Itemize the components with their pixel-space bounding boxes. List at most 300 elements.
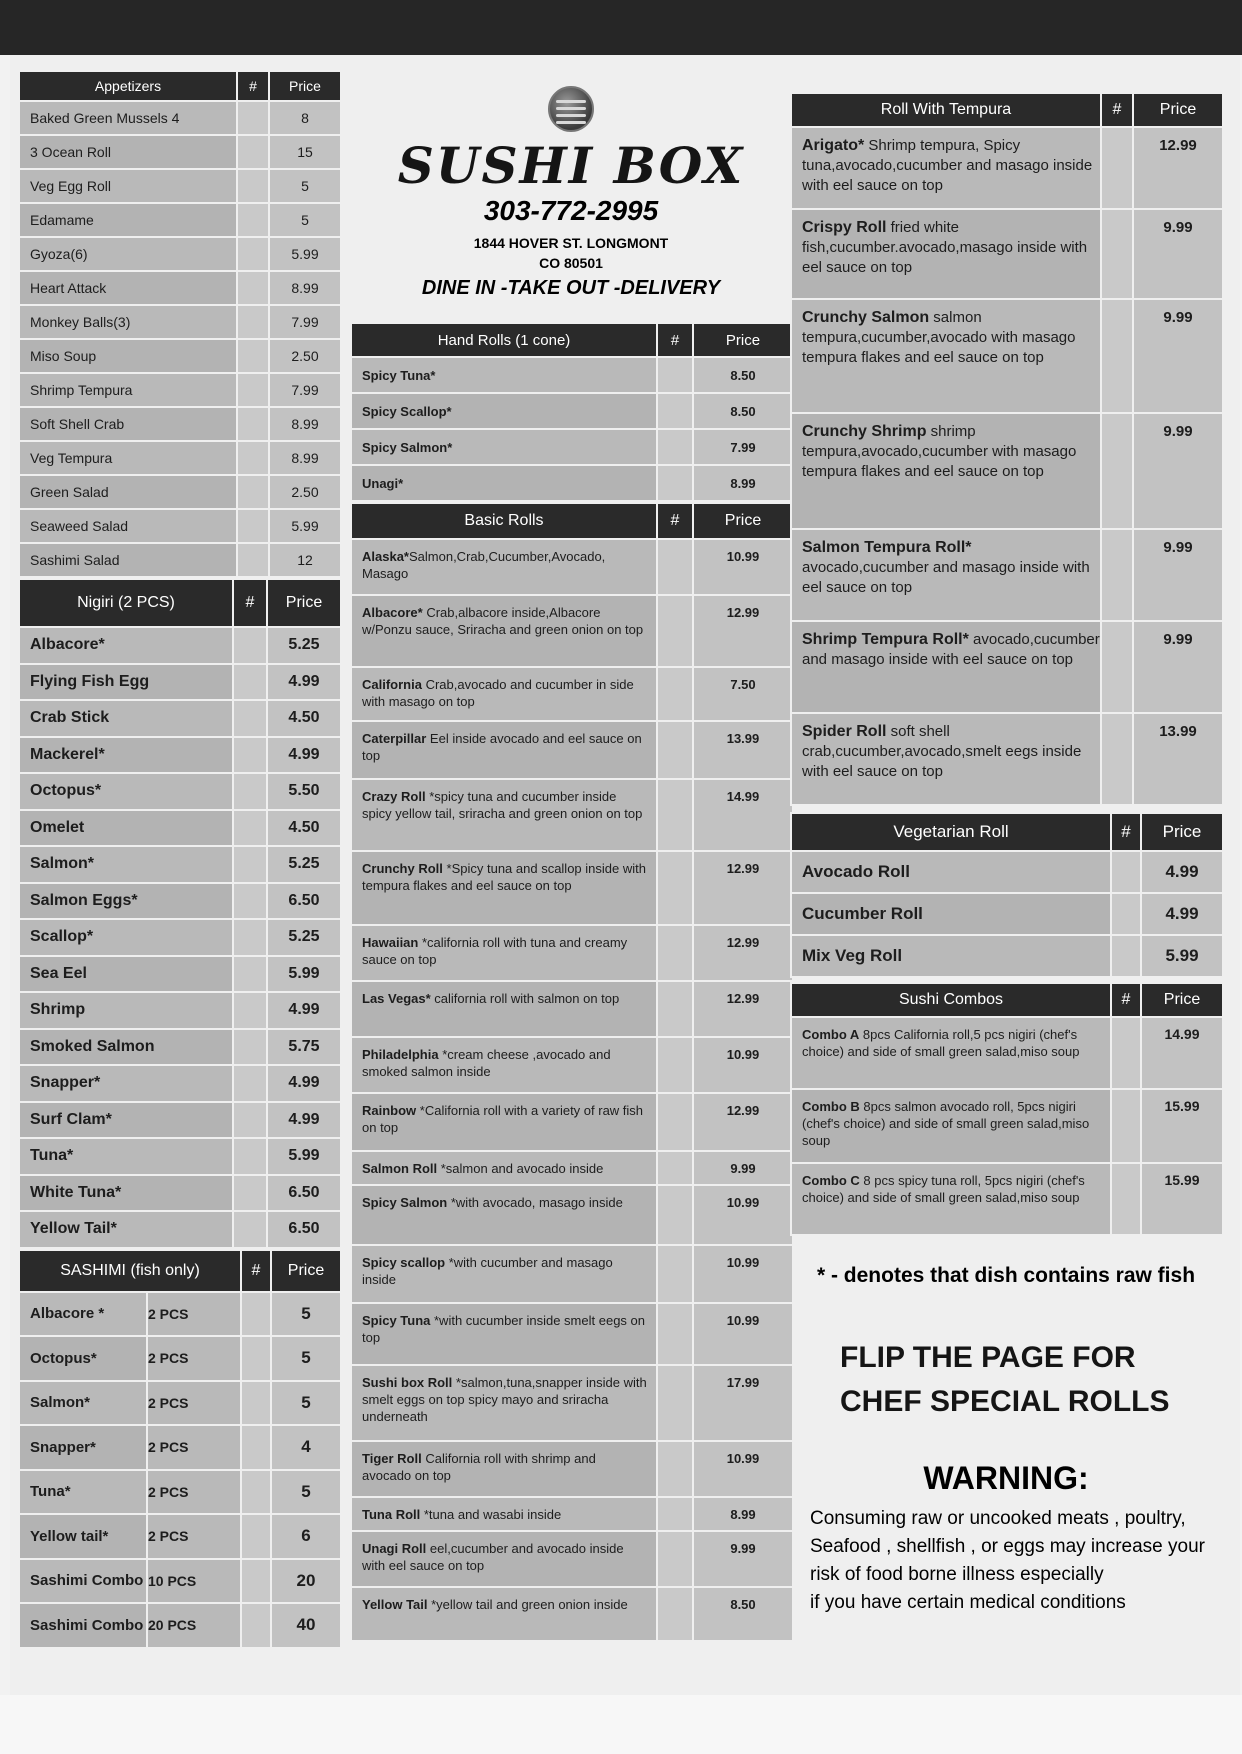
basic-roll-item-price: 10.99 bbox=[693, 1037, 793, 1093]
sashimi-row bbox=[19, 1514, 341, 1559]
basic-roll-item-description: *California roll with a variety of raw fish on top bbox=[362, 1103, 644, 1135]
tempura-roll-item-price: 12.99 bbox=[1133, 127, 1223, 209]
basic-roll-item-name: Sushi box Roll bbox=[362, 1375, 453, 1390]
combo-item bbox=[791, 1089, 1111, 1163]
veg-roll-row bbox=[791, 893, 1223, 935]
basic-roll-item-description: *cream cheese ,avocado and smoked salmon inside bbox=[362, 1047, 611, 1079]
veg-roll-item-number bbox=[1111, 935, 1141, 977]
basic-roll-item-price: 12.99 bbox=[693, 851, 793, 925]
sashimi-row bbox=[19, 1559, 341, 1604]
nigiri-item-price: 6.50 bbox=[267, 883, 341, 920]
basic-roll-item bbox=[351, 1497, 657, 1531]
sashimi-item-price: 5 bbox=[271, 1381, 341, 1426]
combo-row bbox=[791, 1017, 1223, 1089]
basic-roll-row bbox=[351, 851, 793, 925]
tempura-roll-item-name: Shrimp Tempura Roll* bbox=[802, 631, 969, 648]
basic-roll-item-number bbox=[657, 851, 693, 925]
tempura-roll-item-description: shrimp tempura,avocado,cucumber with masago tempura flakes and eel sauce on top bbox=[802, 423, 1077, 480]
vegetarian-rolls-table bbox=[790, 812, 1224, 978]
raw-fish-note: * - denotes that dish contains raw fish bbox=[816, 1264, 1196, 1287]
basic-roll-row bbox=[351, 595, 793, 667]
basic-roll-item-number bbox=[657, 667, 693, 721]
basic-roll-item-price: 12.99 bbox=[693, 1093, 793, 1151]
warning-line: risk of food borne illness especially bbox=[810, 1564, 1104, 1585]
nigiri-item-price: 5.25 bbox=[267, 919, 341, 956]
nigiri-price-header: Price bbox=[267, 579, 341, 627]
nigiri-item-number bbox=[233, 1175, 267, 1212]
veg-roll-item-number bbox=[1111, 893, 1141, 935]
basic-roll-item-description: eel,cucumber and avocado inside with eel sauce on top bbox=[362, 1541, 624, 1573]
hand-roll-item-price: 8.50 bbox=[693, 393, 793, 429]
basic-roll-item bbox=[351, 1587, 657, 1641]
basic-roll-item-name: Caterpillar bbox=[362, 731, 427, 746]
basic-roll-item-name: Alaska* bbox=[362, 549, 409, 564]
appetizers-title: Appetizers bbox=[19, 71, 237, 101]
tempura-roll-item-number bbox=[1101, 713, 1133, 805]
appetizer-item-name: Green Salad bbox=[19, 475, 237, 509]
basic-roll-row bbox=[351, 1037, 793, 1093]
veg-roll-row bbox=[791, 935, 1223, 977]
veg-roll-item-price: 4.99 bbox=[1141, 893, 1223, 935]
basic-roll-item-description: California roll with shrimp and avocado on top bbox=[362, 1451, 596, 1483]
veg-roll-item-price: 4.99 bbox=[1141, 851, 1223, 893]
basic-roll-item bbox=[351, 981, 657, 1037]
sashimi-row bbox=[19, 1381, 341, 1426]
appetizer-item-price: 5.99 bbox=[269, 237, 341, 271]
nigiri-item-number bbox=[233, 773, 267, 810]
nigiri-row bbox=[19, 846, 341, 883]
nigiri-item-name: Salmon Eggs* bbox=[19, 883, 233, 920]
hand-roll-item-price: 8.99 bbox=[693, 465, 793, 501]
basic-roll-item-number bbox=[657, 1303, 693, 1365]
warning-text bbox=[790, 1505, 1222, 1617]
sashimi-row bbox=[19, 1336, 341, 1381]
nigiri-item-price: 6.50 bbox=[267, 1211, 341, 1248]
nigiri-row bbox=[19, 1029, 341, 1066]
sashimi-row bbox=[19, 1425, 341, 1470]
sashimi-item-name: Salmon* bbox=[19, 1381, 147, 1426]
tempura-roll-item-name: Salmon Tempura Roll* bbox=[802, 539, 972, 556]
sashimi-item-price: 5 bbox=[271, 1336, 341, 1381]
warning-title: WARNING: bbox=[923, 1460, 1089, 1496]
nigiri-table bbox=[18, 578, 342, 1249]
basic-roll-item-number bbox=[657, 1441, 693, 1497]
basic-roll-row bbox=[351, 1093, 793, 1151]
basic-roll-item-name: Spicy Salmon bbox=[362, 1195, 448, 1210]
basic-roll-item-name: Tuna Roll bbox=[362, 1507, 421, 1522]
sashimi-price-header: Price bbox=[271, 1250, 341, 1292]
nigiri-item-price: 4.99 bbox=[267, 664, 341, 701]
sashimi-item-name: Snapper* bbox=[19, 1425, 147, 1470]
appetizer-item-number bbox=[237, 203, 269, 237]
nigiri-item-name: Salmon* bbox=[19, 846, 233, 883]
appetizer-item-number bbox=[237, 441, 269, 475]
nigiri-row bbox=[19, 773, 341, 810]
sashimi-item-number bbox=[241, 1603, 271, 1648]
appetizer-item-name: Heart Attack bbox=[19, 271, 237, 305]
nigiri-item-number bbox=[233, 700, 267, 737]
combo-item bbox=[791, 1017, 1111, 1089]
sashimi-row bbox=[19, 1470, 341, 1515]
basic-roll-item-name: Unagi Roll bbox=[362, 1541, 427, 1556]
hand-roll-row bbox=[351, 465, 793, 501]
basic-roll-item-description: *tuna and wasabi inside bbox=[420, 1507, 562, 1522]
tempura-roll-item-number bbox=[1101, 299, 1133, 413]
nigiri-item-name: Scallop* bbox=[19, 919, 233, 956]
nigiri-item-name: Tuna* bbox=[19, 1138, 233, 1175]
basic-roll-item-number bbox=[657, 779, 693, 851]
tempura-roll-row bbox=[791, 621, 1223, 713]
basic-roll-item-description: california roll with salmon on top bbox=[430, 991, 620, 1006]
hand-roll-item-number bbox=[657, 393, 693, 429]
appetizer-item-number bbox=[237, 237, 269, 271]
tempura-roll-item-price: 9.99 bbox=[1133, 413, 1223, 529]
hand-roll-item-name: Spicy Salmon* bbox=[351, 429, 657, 465]
nigiri-title: Nigiri (2 PCS) bbox=[19, 579, 233, 627]
nigiri-item-number bbox=[233, 1065, 267, 1102]
basic-roll-item-price: 8.50 bbox=[693, 1587, 793, 1641]
appetizer-item-name: Edamame bbox=[19, 203, 237, 237]
nigiri-item-price: 5.25 bbox=[267, 627, 341, 664]
appetizer-item-name: Shrimp Tempura bbox=[19, 373, 237, 407]
tempura-roll-row bbox=[791, 713, 1223, 805]
combo-item-price: 14.99 bbox=[1141, 1017, 1223, 1089]
basic-roll-row bbox=[351, 1531, 793, 1587]
nigiri-item-price: 4.99 bbox=[267, 992, 341, 1029]
basic-roll-item bbox=[351, 667, 657, 721]
basic-roll-item-description: *california roll with tuna and creamy sauce on top bbox=[362, 935, 628, 967]
nigiri-item-number bbox=[233, 1138, 267, 1175]
basic-roll-item-price: 7.50 bbox=[693, 667, 793, 721]
combo-item-name: Combo C bbox=[802, 1173, 860, 1188]
basic-roll-row bbox=[351, 1497, 793, 1531]
basic-roll-row bbox=[351, 779, 793, 851]
nigiri-item-number bbox=[233, 1211, 267, 1248]
basic-roll-item bbox=[351, 925, 657, 981]
nigiri-item-number bbox=[233, 956, 267, 993]
tempura-rolls-table bbox=[790, 92, 1224, 806]
basic-roll-item-name: Yellow Tail bbox=[362, 1597, 428, 1612]
appetizer-row bbox=[19, 441, 341, 475]
tempura-roll-item-name: Crunchy Shrimp bbox=[802, 423, 927, 440]
nigiri-item-number bbox=[233, 1102, 267, 1139]
appetizer-item-price: 8.99 bbox=[269, 271, 341, 305]
combo-item-price: 15.99 bbox=[1141, 1089, 1223, 1163]
appetizer-item-price: 5 bbox=[269, 203, 341, 237]
appetizer-item-price: 5.99 bbox=[269, 509, 341, 543]
basic-roll-row bbox=[351, 981, 793, 1037]
nigiri-item-name: Mackerel* bbox=[19, 737, 233, 774]
nigiri-row bbox=[19, 1175, 341, 1212]
nigiri-item-name: Sea Eel bbox=[19, 956, 233, 993]
tempura-rolls-price-header: Price bbox=[1133, 93, 1223, 127]
sashimi-item-number bbox=[241, 1381, 271, 1426]
warning-line: Seafood , shellfish , or eggs may increase your bbox=[810, 1536, 1205, 1557]
nigiri-row bbox=[19, 664, 341, 701]
nigiri-item-price: 5.25 bbox=[267, 846, 341, 883]
restaurant-header bbox=[350, 80, 792, 322]
basic-roll-item-description: Crab,albacore inside,Albacore w/Ponzu sauce, Sriracha and green onion on top bbox=[362, 605, 644, 637]
basic-roll-item-name: Philadelphia bbox=[362, 1047, 439, 1062]
basic-roll-item-name: Tiger Roll bbox=[362, 1451, 422, 1466]
hand-rolls-table bbox=[350, 322, 794, 502]
nigiri-item-name: Yellow Tail* bbox=[19, 1211, 233, 1248]
basic-roll-item-name: Rainbow bbox=[362, 1103, 417, 1118]
tempura-roll-item-description: salmon tempura,cucumber,avocado with masago tempura flakes and eel sauce on top bbox=[802, 309, 1076, 366]
nigiri-item-number bbox=[233, 919, 267, 956]
appetizer-item-price: 8 bbox=[269, 101, 341, 135]
sashimi-item-name: Albacore * bbox=[19, 1292, 147, 1337]
basic-roll-item bbox=[351, 851, 657, 925]
nigiri-row bbox=[19, 992, 341, 1029]
nigiri-row bbox=[19, 956, 341, 993]
basic-roll-item-number bbox=[657, 721, 693, 779]
tempura-roll-item bbox=[791, 713, 1101, 805]
basic-roll-item-price: 9.99 bbox=[693, 1151, 793, 1185]
tempura-roll-item-number bbox=[1101, 529, 1133, 621]
appetizer-item-price: 15 bbox=[269, 135, 341, 169]
basic-roll-item bbox=[351, 1245, 657, 1303]
sashimi-title: SASHIMI (fish only) bbox=[19, 1250, 241, 1292]
appetizer-item-number bbox=[237, 407, 269, 441]
basic-roll-item-description: *yellow tail and green onion inside bbox=[427, 1597, 628, 1612]
sushi-logo-icon bbox=[548, 86, 594, 132]
nigiri-item-name: Omelet bbox=[19, 810, 233, 847]
nigiri-item-price: 4.99 bbox=[267, 1102, 341, 1139]
basic-roll-item-number bbox=[657, 1245, 693, 1303]
appetizer-item-number bbox=[237, 373, 269, 407]
sushi-combos-price-header: Price bbox=[1141, 983, 1223, 1017]
veg-roll-row bbox=[791, 851, 1223, 893]
basic-rolls-title: Basic Rolls bbox=[351, 503, 657, 539]
veg-roll-item-name: Mix Veg Roll bbox=[791, 935, 1111, 977]
tempura-roll-item-name: Spider Roll bbox=[802, 723, 887, 740]
basic-roll-item-price: 10.99 bbox=[693, 1185, 793, 1245]
combo-row bbox=[791, 1163, 1223, 1235]
appetizer-item-price: 12 bbox=[269, 543, 341, 577]
appetizer-item-name: Miso Soup bbox=[19, 339, 237, 373]
sashimi-item-number bbox=[241, 1336, 271, 1381]
appetizer-item-name: Veg Egg Roll bbox=[19, 169, 237, 203]
nigiri-item-price: 4.50 bbox=[267, 810, 341, 847]
appetizer-item-name: 3 Ocean Roll bbox=[19, 135, 237, 169]
tempura-rolls-num-header: # bbox=[1101, 93, 1133, 127]
nigiri-row bbox=[19, 737, 341, 774]
basic-roll-row bbox=[351, 1151, 793, 1185]
basic-roll-item bbox=[351, 721, 657, 779]
appetizer-item-price: 2.50 bbox=[269, 339, 341, 373]
warning-line: Consuming raw or uncooked meats , poultry, bbox=[810, 1508, 1186, 1529]
basic-roll-item-number bbox=[657, 595, 693, 667]
sashimi-item-pieces: 2 PCS bbox=[147, 1425, 241, 1470]
basic-roll-row bbox=[351, 539, 793, 595]
basic-roll-row bbox=[351, 925, 793, 981]
basic-roll-item-description: Eel inside avocado and eel sauce on top bbox=[362, 731, 642, 763]
sashimi-item-pieces: 2 PCS bbox=[147, 1381, 241, 1426]
basic-roll-item-price: 14.99 bbox=[693, 779, 793, 851]
tempura-roll-item-number bbox=[1101, 127, 1133, 209]
nigiri-item-price: 6.50 bbox=[267, 1175, 341, 1212]
hand-roll-item-number bbox=[657, 465, 693, 501]
basic-roll-item-number bbox=[657, 1531, 693, 1587]
tempura-roll-row bbox=[791, 529, 1223, 621]
basic-roll-item-number bbox=[657, 925, 693, 981]
appetizer-item-number bbox=[237, 101, 269, 135]
appetizer-row bbox=[19, 509, 341, 543]
hand-rolls-title: Hand Rolls (1 cone) bbox=[351, 323, 657, 357]
sashimi-item-number bbox=[241, 1470, 271, 1515]
sushi-combos-table bbox=[790, 982, 1224, 1236]
tempura-roll-row bbox=[791, 413, 1223, 529]
appetizer-row bbox=[19, 305, 341, 339]
nigiri-item-price: 4.50 bbox=[267, 700, 341, 737]
tempura-roll-item-description: fried white fish,cucumber.avocado,masago inside with eel sauce on top bbox=[802, 219, 1088, 276]
basic-roll-item bbox=[351, 1531, 657, 1587]
tempura-roll-item-name: Arigato* bbox=[802, 137, 865, 154]
basic-roll-row bbox=[351, 1303, 793, 1365]
appetizer-row bbox=[19, 373, 341, 407]
basic-roll-item-name: Hawaiian bbox=[362, 935, 419, 950]
basic-roll-row bbox=[351, 1365, 793, 1441]
basic-roll-item-name: Spicy Tuna bbox=[362, 1313, 431, 1328]
basic-roll-item-name: Albacore* bbox=[362, 605, 423, 620]
basic-roll-item-price: 13.99 bbox=[693, 721, 793, 779]
appetizer-item-name: Seaweed Salad bbox=[19, 509, 237, 543]
combo-item-price: 15.99 bbox=[1141, 1163, 1223, 1235]
appetizer-item-price: 2.50 bbox=[269, 475, 341, 509]
basic-roll-item-number bbox=[657, 1365, 693, 1441]
appetizer-row bbox=[19, 271, 341, 305]
basic-roll-item bbox=[351, 1441, 657, 1497]
nigiri-item-number bbox=[233, 992, 267, 1029]
tempura-roll-item-price: 13.99 bbox=[1133, 713, 1223, 805]
nigiri-row bbox=[19, 700, 341, 737]
sashimi-item-price: 6 bbox=[271, 1514, 341, 1559]
address-line-1: 1844 HOVER ST. LONGMONT bbox=[473, 235, 669, 251]
tempura-roll-row bbox=[791, 127, 1223, 209]
tempura-rolls-title: Roll With Tempura bbox=[791, 93, 1101, 127]
hand-roll-item-number bbox=[657, 429, 693, 465]
basic-roll-row bbox=[351, 721, 793, 779]
basic-roll-item-description: *salmon,tuna,snapper inside with smelt eggs on top spicy mayo and sriracha underneath bbox=[362, 1375, 647, 1424]
tempura-roll-item bbox=[791, 299, 1101, 413]
nigiri-row bbox=[19, 1138, 341, 1175]
tempura-roll-item-price: 9.99 bbox=[1133, 209, 1223, 299]
sashimi-row bbox=[19, 1292, 341, 1337]
sashimi-item-price: 5 bbox=[271, 1470, 341, 1515]
nigiri-item-number bbox=[233, 810, 267, 847]
basic-roll-item-price: 8.99 bbox=[693, 1497, 793, 1531]
basic-roll-item-number bbox=[657, 1037, 693, 1093]
tempura-roll-item bbox=[791, 529, 1101, 621]
basic-rolls-price-header: Price bbox=[693, 503, 793, 539]
nigiri-item-name: Shrimp bbox=[19, 992, 233, 1029]
sashimi-item-pieces: 2 PCS bbox=[147, 1470, 241, 1515]
tempura-roll-item-number bbox=[1101, 621, 1133, 713]
flip-page-note bbox=[840, 1336, 1222, 1424]
appetizer-row bbox=[19, 169, 341, 203]
flip-line-1: FLIP THE PAGE FOR bbox=[840, 1341, 1136, 1374]
appetizer-item-number bbox=[237, 509, 269, 543]
sashimi-item-pieces: 20 PCS bbox=[147, 1603, 241, 1648]
basic-roll-item-price: 12.99 bbox=[693, 925, 793, 981]
sashimi-item-name: Tuna* bbox=[19, 1470, 147, 1515]
basic-roll-item-price: 10.99 bbox=[693, 1441, 793, 1497]
vegetarian-rolls-title: Vegetarian Roll bbox=[791, 813, 1111, 851]
basic-roll-item-description: *with cucumber and masago inside bbox=[362, 1255, 613, 1287]
address-line-2: CO 80501 bbox=[539, 255, 603, 271]
appetizer-row bbox=[19, 407, 341, 441]
basic-roll-item-price: 9.99 bbox=[693, 1531, 793, 1587]
basic-roll-item bbox=[351, 1303, 657, 1365]
hand-roll-item-name: Spicy Scallop* bbox=[351, 393, 657, 429]
basic-rolls-table bbox=[350, 502, 794, 1642]
middle-column bbox=[350, 80, 792, 1642]
sashimi-item-number bbox=[241, 1514, 271, 1559]
nigiri-item-name: White Tuna* bbox=[19, 1175, 233, 1212]
basic-roll-item bbox=[351, 539, 657, 595]
nigiri-num-header: # bbox=[233, 579, 267, 627]
tempura-roll-item-number bbox=[1101, 413, 1133, 529]
tempura-roll-item-description: avocado,cucumber and masago inside with eel sauce on top bbox=[802, 559, 1090, 596]
nigiri-item-name: Flying Fish Egg bbox=[19, 664, 233, 701]
hand-roll-row bbox=[351, 429, 793, 465]
basic-roll-item bbox=[351, 595, 657, 667]
basic-roll-row bbox=[351, 1245, 793, 1303]
appetizer-row bbox=[19, 339, 341, 373]
basic-roll-item-name: Crazy Roll bbox=[362, 789, 426, 804]
tempura-roll-item bbox=[791, 127, 1101, 209]
nigiri-item-number bbox=[233, 846, 267, 883]
tempura-roll-item-name: Crispy Roll bbox=[802, 219, 887, 236]
nigiri-item-name: Octopus* bbox=[19, 773, 233, 810]
appetizer-row bbox=[19, 475, 341, 509]
basic-roll-item bbox=[351, 1151, 657, 1185]
appetizer-row bbox=[19, 237, 341, 271]
nigiri-item-name: Albacore* bbox=[19, 627, 233, 664]
basic-roll-item-number bbox=[657, 539, 693, 595]
sashimi-item-price: 20 bbox=[271, 1559, 341, 1604]
basic-roll-item-number bbox=[657, 1587, 693, 1641]
nigiri-item-name: Crab Stick bbox=[19, 700, 233, 737]
basic-roll-item-name: Crunchy Roll bbox=[362, 861, 443, 876]
combo-item-number bbox=[1111, 1163, 1141, 1235]
nigiri-row bbox=[19, 883, 341, 920]
nigiri-item-number bbox=[233, 627, 267, 664]
basic-roll-item-price: 12.99 bbox=[693, 595, 793, 667]
tempura-roll-item-price: 9.99 bbox=[1133, 299, 1223, 413]
basic-roll-item-description: *with avocado, masago inside bbox=[447, 1195, 623, 1210]
appetizer-item-price: 8.99 bbox=[269, 441, 341, 475]
sashimi-item-price: 5 bbox=[271, 1292, 341, 1337]
left-column bbox=[18, 70, 340, 1649]
basic-roll-item-number bbox=[657, 1185, 693, 1245]
appetizer-item-number bbox=[237, 543, 269, 577]
sashimi-item-name: Sashimi Combo bbox=[19, 1603, 147, 1648]
basic-roll-item-price: 12.99 bbox=[693, 981, 793, 1037]
tempura-roll-item bbox=[791, 413, 1101, 529]
nigiri-item-name: Smoked Salmon bbox=[19, 1029, 233, 1066]
sashimi-item-pieces: 2 PCS bbox=[147, 1292, 241, 1337]
sashimi-num-header: # bbox=[241, 1250, 271, 1292]
basic-roll-item-name: Salmon Roll bbox=[362, 1161, 438, 1176]
tempura-roll-item-name: Crunchy Salmon bbox=[802, 309, 930, 326]
sashimi-item-number bbox=[241, 1425, 271, 1470]
hand-roll-item-price: 8.50 bbox=[693, 357, 793, 393]
appetizer-item-name: Baked Green Mussels 4 bbox=[19, 101, 237, 135]
basic-roll-row bbox=[351, 1587, 793, 1641]
nigiri-item-number bbox=[233, 737, 267, 774]
